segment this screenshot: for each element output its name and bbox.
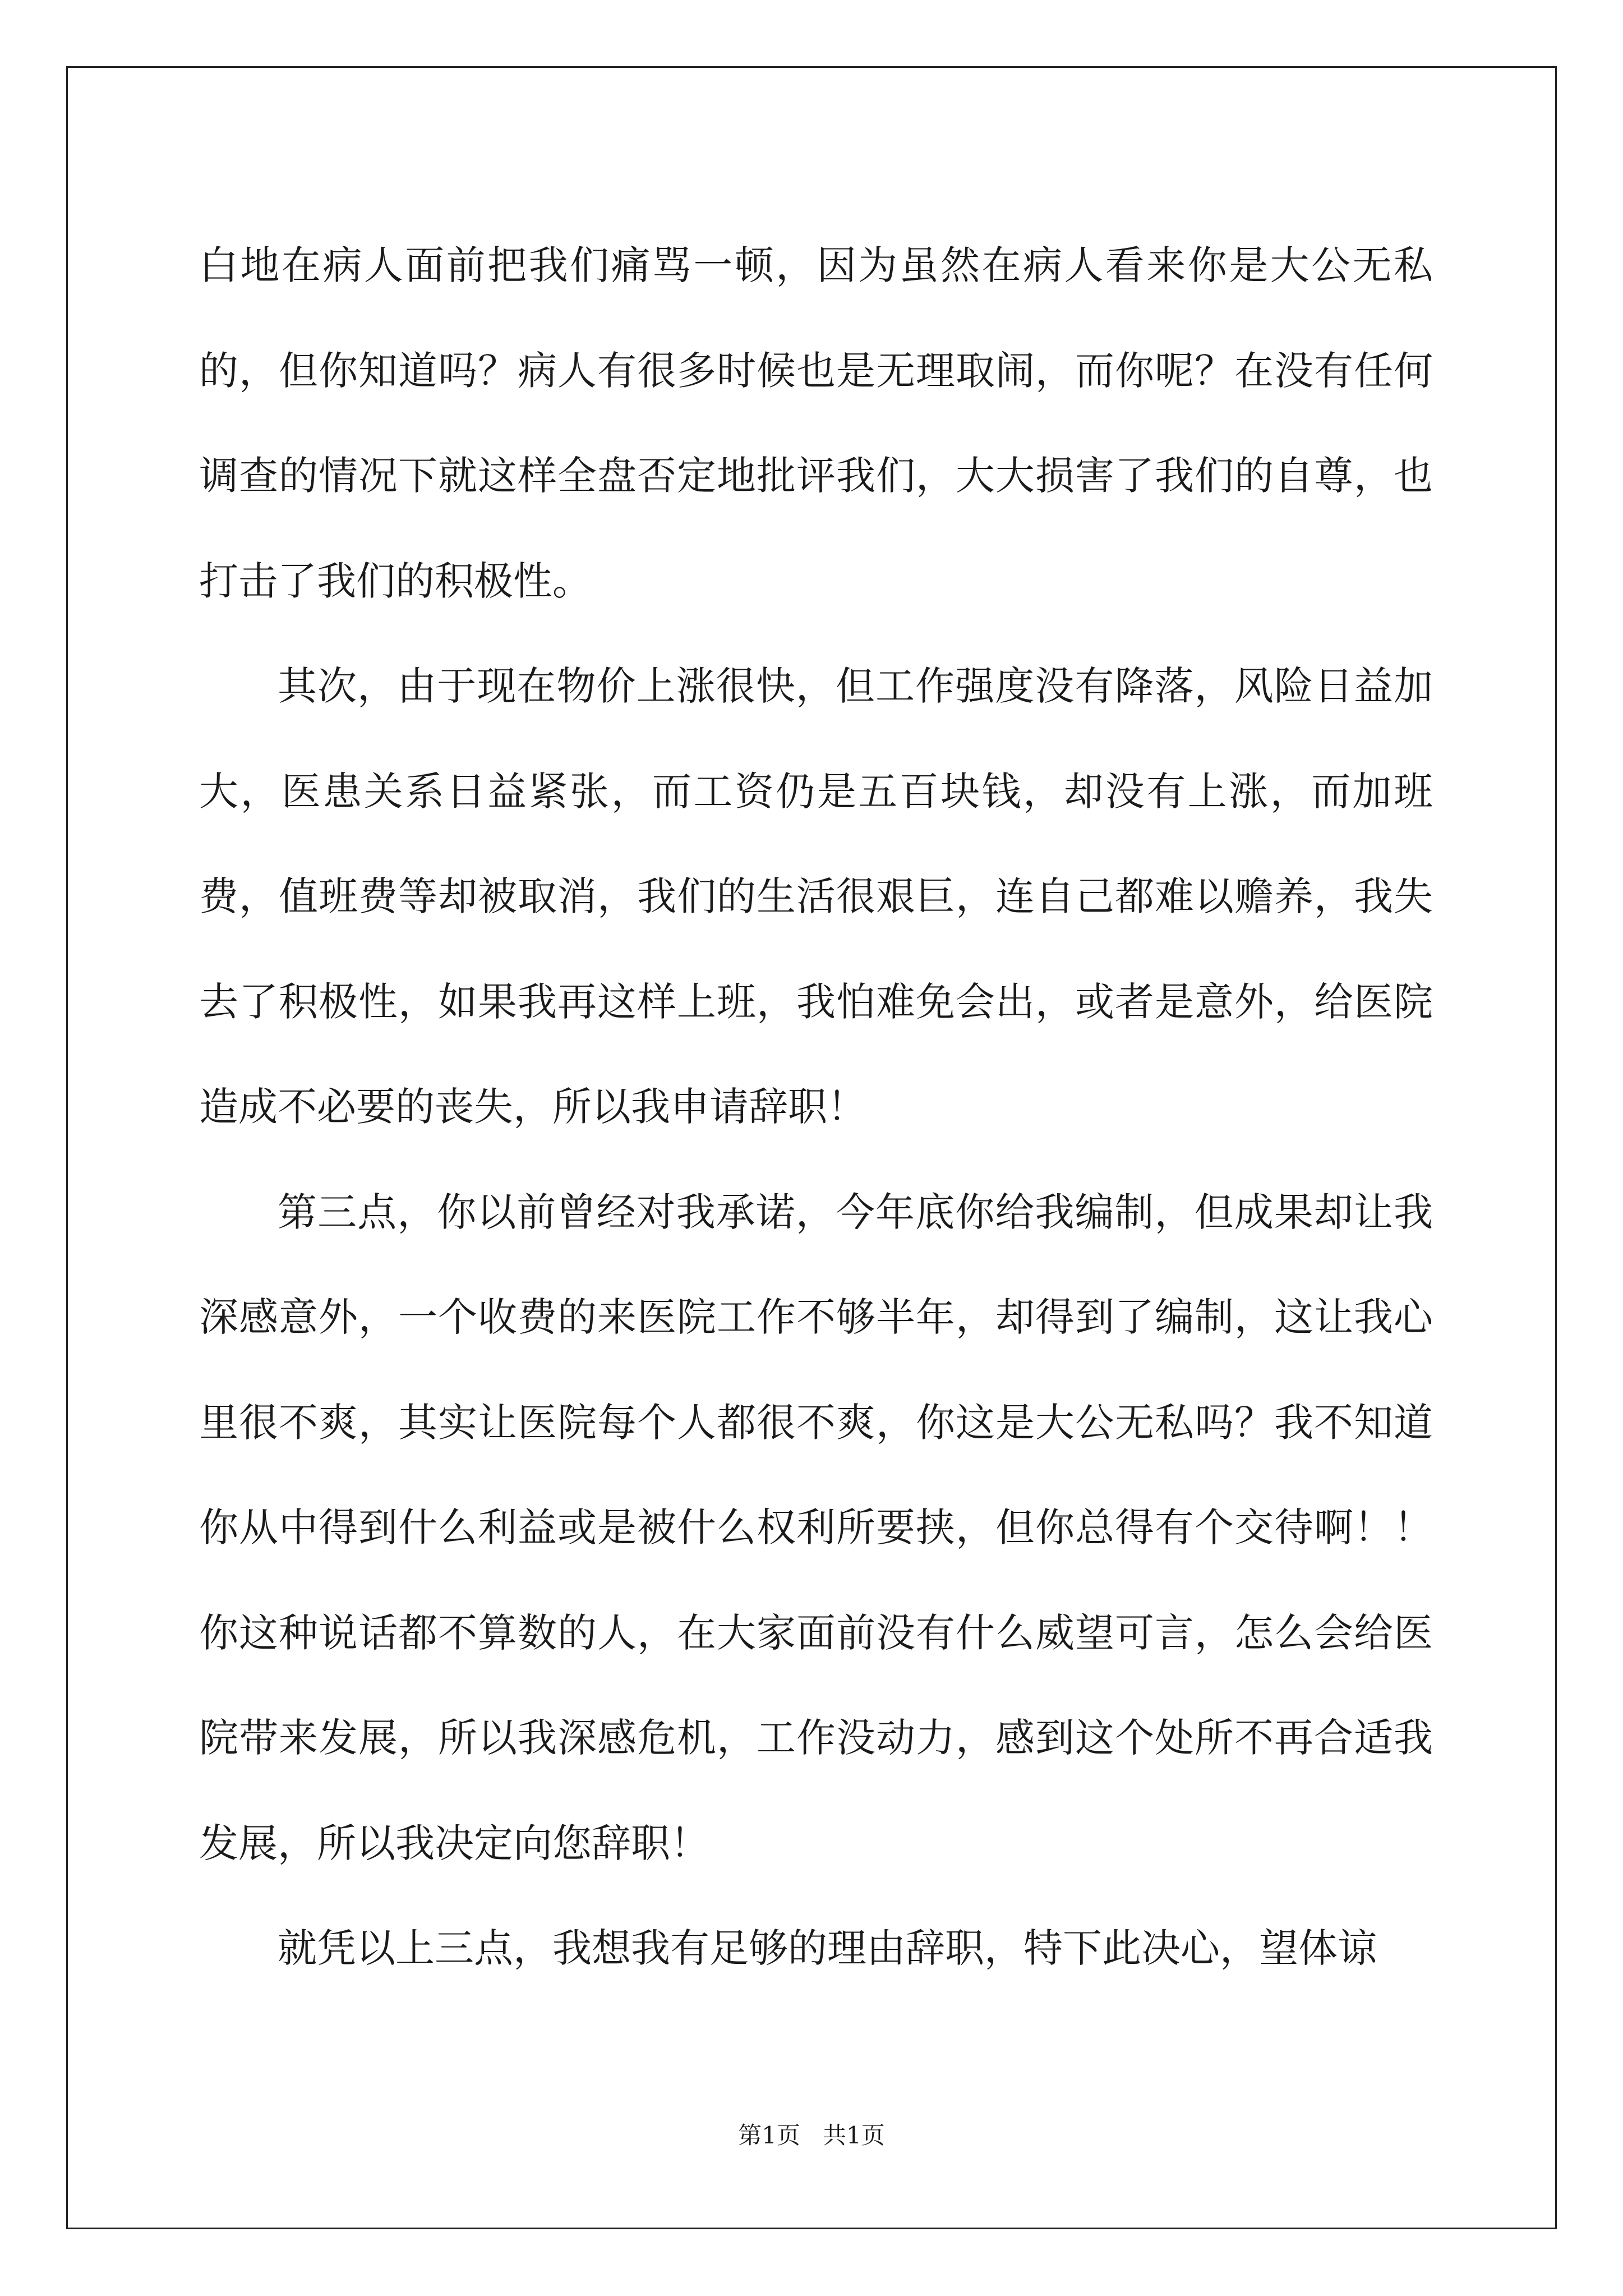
paragraph-1: 白地在病人面前把我们痛骂一顿，因为虽然在病人看来你是大公无私的，但你知道吗？病人有很多时候也是无理取闹，而你呢？在没有任何调查的情况下就这样全盘否定地批评我们，大大损害了我们的自尊，也打击了我们的积极性。 — [199, 242, 1433, 604]
page-number-footer: 第1页 共1页 — [738, 2122, 885, 2149]
document-body — [199, 213, 1433, 2001]
paragraph-3: 第三点，你以前曾经对我承诺，今年底你给我编制，但成果却让我深感意外，一个收费的来医院工作不够半年，却得到了编制，这让我心里很不爽，其实让医院每个人都很不爽，你这是大公无私吗？我不知道你从中得到什么利益或是被什么权利所要挟，但你总得有个交待啊！！你这种说话都不算数的人，在大家面前没有什么威望可言，怎么会给医院带来发展，所以我深感危机，工作没动力，感到这个处所不再合适我发展，所以我决定向您辞职！ — [199, 1189, 1433, 1866]
paragraph-4: 就凭以上三点，我想我有足够的理由辞职，特下此决心，望体谅 — [278, 1925, 1377, 1971]
paragraph-2: 其次，由于现在物价上涨很快，但工作强度没有降落，风险日益加大，医患关系日益紧张，而工资仍是五百块钱，却没有上涨，而加班费，值班费等却被取消，我们的生活很艰巨，连自己都难以赡养，我失去了积极性，如果我再这样上班，我怕难免会出，或者是意外，给医院造成不必要的丧失，所以我申请辞职！ — [199, 663, 1433, 1130]
